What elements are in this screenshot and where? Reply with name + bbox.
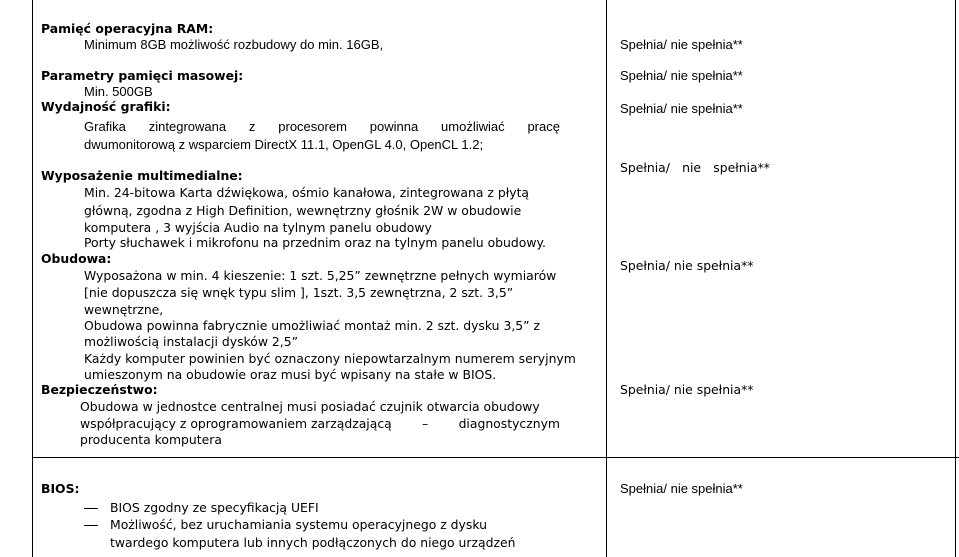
case-line-2: [nie dopuszcza się wnęk typu slim ], 1szt. 3,5 zewnętrzna, 2 szt. 3,5” bbox=[84, 285, 514, 300]
bios-item-2: Możliwość, bez uruchamiania systemu operacyjnego z dysku bbox=[84, 517, 487, 533]
security-line-3: producenta komputera bbox=[80, 432, 222, 447]
security-heading: Bezpieczeństwo: bbox=[41, 382, 158, 397]
graphics-status: Spełnia/ nie spełnia** bbox=[620, 101, 743, 116]
table-left-border bbox=[32, 0, 33, 557]
case-line-1: Wyposażona w min. 4 kieszenie: 1 szt. 5,25” zewnętrzne pełnych wymiarów bbox=[84, 268, 557, 283]
case-line-6: Każdy komputer powinien być oznaczony niepowtarzalnym numerem seryjnym bbox=[84, 351, 576, 366]
case-line-5: możliwością instalacji dysków 2,5” bbox=[84, 334, 299, 349]
security-line-2: współpracujący z oprogramowaniem zarządzającą – diagnostycznym bbox=[80, 416, 560, 431]
column-divider bbox=[606, 0, 607, 557]
case-heading: Obudowa: bbox=[41, 251, 112, 266]
bios-item-2-continued: twardego komputera lub innych podłączonych do niego urządzeń bbox=[110, 535, 516, 550]
ram-heading: Pamięć operacyjna RAM: bbox=[41, 21, 214, 36]
ram-spec: Minimum 8GB możliwość rozbudowy do min. 16GB, bbox=[84, 37, 384, 52]
multimedia-line-1: Min. 24-bitowa Karta dźwiękowa, ośmio kanałowa, zintegrowana z płytą bbox=[84, 185, 530, 200]
case-line-3: wewnętrzne, bbox=[84, 302, 164, 317]
multimedia-status: Spełnia/ nie spełnia** bbox=[620, 160, 770, 175]
security-line-1: Obudowa w jednostce centralnej musi posiadać czujnik otwarcia obudowy bbox=[80, 399, 540, 414]
case-line-7: umieszonym na obudowie oraz musi być wpisany na stałe w BIOS. bbox=[84, 367, 497, 382]
case-line-4: Obudowa powinna fabrycznie umożliwiać montaż min. 2 szt. dysku 3,5” z bbox=[84, 318, 541, 333]
row-divider bbox=[32, 457, 959, 458]
multimedia-line-2: główną, zgodna z High Definition, wewnętrzny głośnik 2W w obudowie bbox=[84, 203, 522, 218]
bios-status: Spełnia/ nie spełnia** bbox=[620, 481, 743, 496]
storage-heading: Parametry pamięci masowej: bbox=[41, 68, 244, 83]
graphics-line-1: Grafika zintegrowana z procesorem powinna umożliwiać pracę bbox=[84, 119, 560, 134]
table-right-border bbox=[955, 0, 956, 557]
security-status: Spełnia/ nie spełnia** bbox=[620, 382, 754, 397]
graphics-heading: Wydajność grafiki: bbox=[41, 99, 171, 114]
multimedia-heading: Wyposażenie multimedialne: bbox=[41, 168, 243, 183]
case-status: Spełnia/ nie spełnia** bbox=[620, 258, 754, 273]
multimedia-line-4: Porty słuchawek i mikrofonu na przednim oraz na tylnym panelu obudowy. bbox=[84, 235, 546, 250]
storage-status: Spełnia/ nie spełnia** bbox=[620, 68, 743, 83]
dash-bullet-icon bbox=[84, 508, 98, 509]
graphics-line-2: dwumonitorową z wsparciem DirectX 11.1, OpenGL 4.0, OpenCL 1.2; bbox=[84, 137, 484, 152]
ram-status: Spełnia/ nie spełnia** bbox=[620, 37, 743, 52]
dash-bullet-icon bbox=[84, 525, 98, 526]
multimedia-line-3: komputera , 3 wyjścia Audio na tylnym panelu obudowy bbox=[84, 220, 432, 235]
bios-heading: BIOS: bbox=[41, 481, 80, 496]
bios-item-1: BIOS zgodny ze specyfikacją UEFI bbox=[84, 500, 319, 516]
storage-spec: Min. 500GB bbox=[84, 84, 153, 99]
